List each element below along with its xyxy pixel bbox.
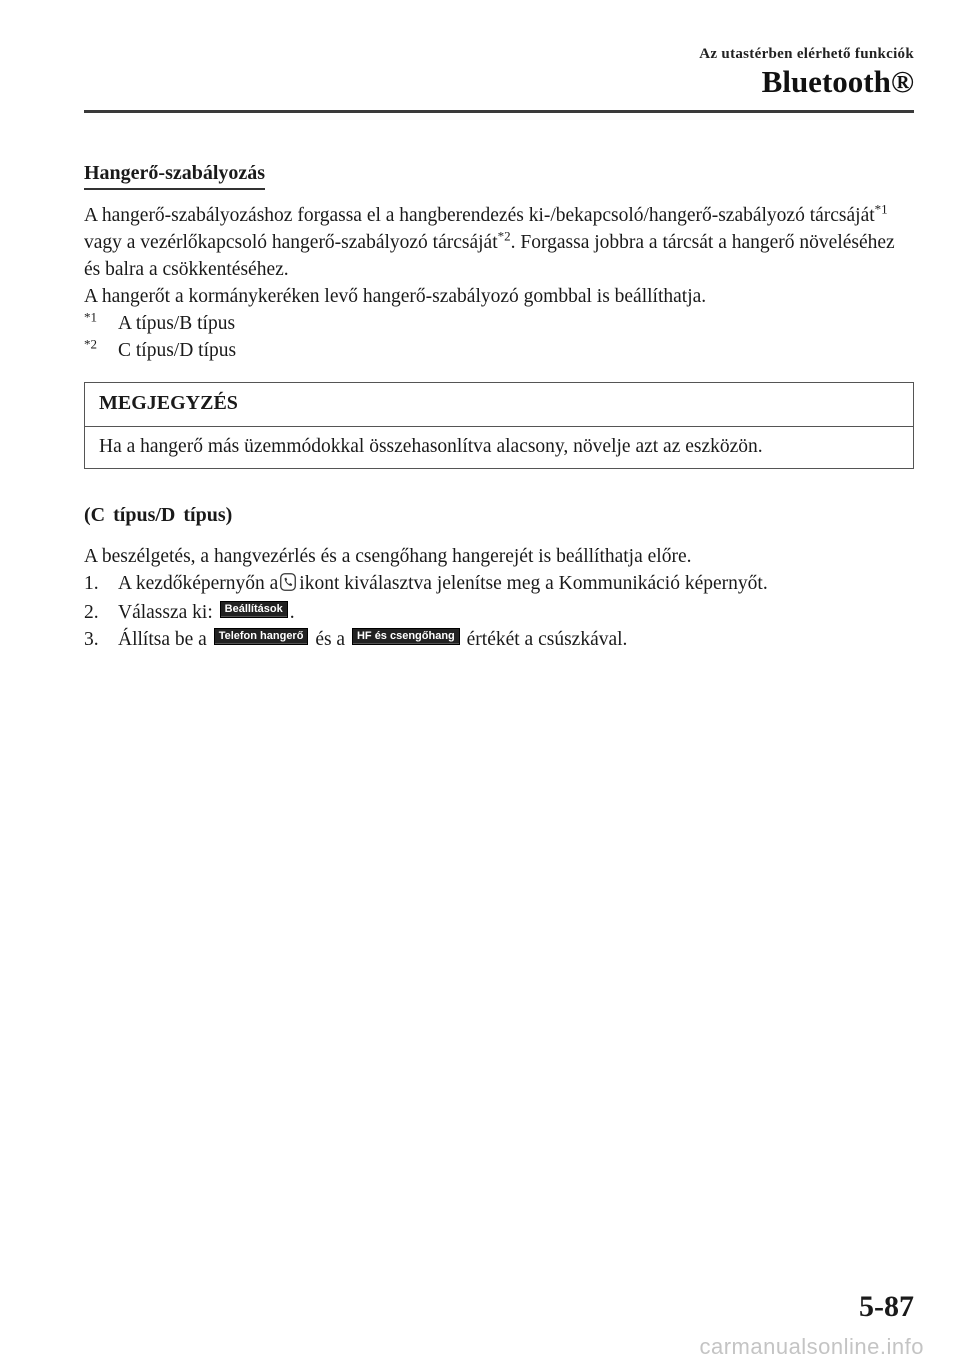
page-number: 5-87 (859, 1290, 914, 1323)
intro-paragraph: A beszélgetés, a hangvezérlés és a csengőhang hangerejét is beállíthatja előre. (84, 546, 692, 567)
paragraph-text-2: vagy a vezérlőkapcsoló hangerő-szabályozó tárcsáját (84, 232, 498, 253)
header-rule (84, 110, 914, 113)
step-text: A kezdőképernyőn a (118, 573, 279, 594)
step-text: Válassza ki: (118, 602, 213, 623)
step-text: . (289, 602, 295, 623)
settings-button: Beállítások (220, 601, 288, 618)
footnote-2 (84, 337, 914, 364)
step-number: 2. (84, 602, 99, 623)
phone-icon (280, 572, 296, 599)
step-text: és a (315, 629, 346, 650)
sub-heading: (C típus/D típus) (84, 504, 233, 526)
step-1 (84, 570, 914, 599)
step-text: Állítsa be a (118, 629, 207, 650)
step-number: 1. (84, 573, 99, 594)
step-text: értékét a csúszkával. (466, 629, 628, 650)
section-heading: Hangerő-szabályozás (84, 160, 265, 190)
step-text: ikont kiválasztva jelenítse meg a Kommunikáció képernyőt. (299, 573, 768, 594)
page-header-title: Bluetooth® (761, 64, 914, 99)
step-2 (84, 599, 914, 626)
note-body: Ha a hangerő más üzemmódokkal összehasonlítva alacsony, növelje azt az eszközön. (99, 436, 763, 457)
volume-paragraph (84, 202, 914, 283)
step-number: 3. (84, 629, 99, 650)
steering-wheel-paragraph: A hangerőt a kormánykeréken levő hangerő-szabályozó gombbal is beállíthatja. (84, 286, 707, 307)
ringtone-volume-button: HF és csengőhang (352, 628, 460, 645)
step-3 (84, 626, 914, 653)
footnote-1 (84, 310, 914, 337)
footnote-text-2: C típus/D típus (118, 340, 237, 361)
note-title: MEGJEGYZÉS (85, 383, 913, 427)
note-box (84, 382, 914, 469)
page-content (84, 160, 914, 653)
paragraph-text-3: . Forgassa jobbra a tárcsát a hangerő növeléséhez és balra a csökkentéséhez. (84, 232, 895, 280)
footnote-ref-2: *2 (497, 228, 511, 244)
paragraph-text-1: A hangerő-szabályozáshoz forgassa el a hangberendezés ki-/bekapcsoló/hangerő-szabályozó tárcsáját (84, 205, 875, 226)
footnote-mark-2: *2 (84, 336, 97, 352)
phone-volume-button: Telefon hangerő (214, 628, 309, 645)
footnote-ref-1: *1 (874, 201, 888, 217)
footnote-mark-1: *1 (84, 309, 97, 325)
section-label: Az utastérben elérhető funkciók (699, 46, 914, 62)
watermark: carmanualsonline.info (699, 1334, 924, 1359)
footnote-text-1: A típus/B típus (118, 313, 236, 334)
